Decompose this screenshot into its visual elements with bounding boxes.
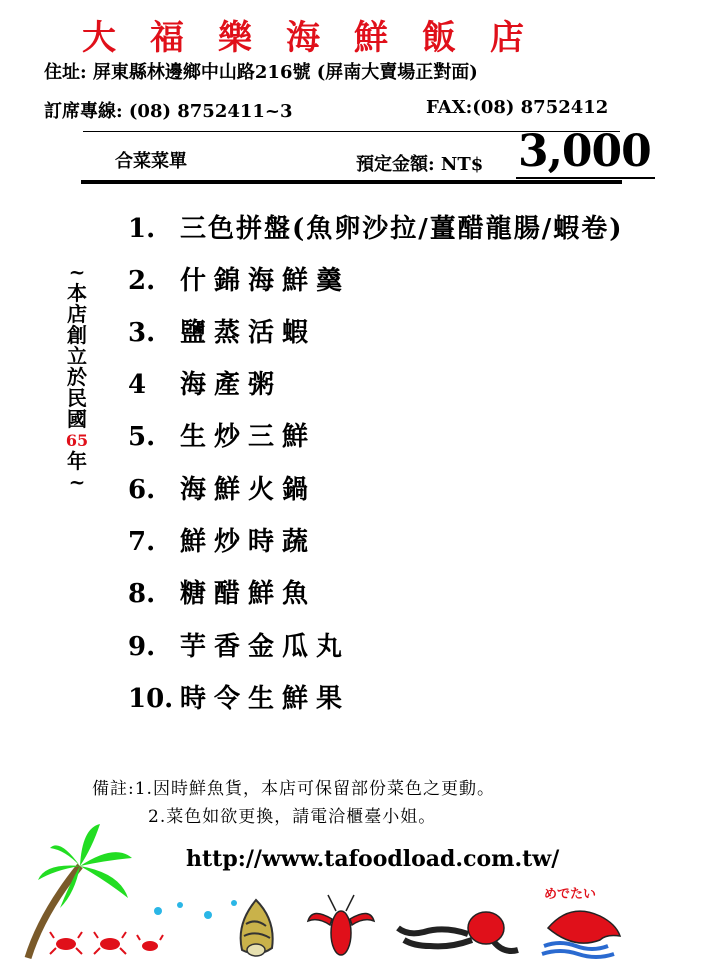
remarks <box>92 775 495 831</box>
established-note: ~ 本 店 創 立 於 民 國 65 年 ~ <box>65 260 89 494</box>
address: 住址: 屏東縣林邊鄉中山路216號 (屏南大賣場正對面) <box>44 62 478 83</box>
fax-number: FAX:(08) 8752412 <box>426 97 609 118</box>
menu-item: 9. 芋香金瓜丸 <box>128 632 351 662</box>
shell-icon <box>228 896 284 960</box>
restaurant-name: 大福樂海鮮飯店 <box>82 18 558 58</box>
menu-item: 7. 鮮炒時蔬 <box>128 527 317 557</box>
menu-name: 合菜菜單 <box>115 151 187 172</box>
menu-item: 6. 海鮮火鍋 <box>128 475 317 505</box>
reservation-phone: 訂席專線: (08) 8752411~3 <box>44 101 293 122</box>
website-url[interactable]: http://www.tafoodload.com.tw/ <box>186 846 560 872</box>
octopus-icon <box>394 906 526 960</box>
menu-item: 1. 三色拼盤(魚卵沙拉/薑醋龍腸/蝦卷) <box>128 214 624 244</box>
menu-item: 10. 時令生鮮果 <box>128 684 351 714</box>
menu-item: 3. 鹽蒸活蝦 <box>128 318 317 348</box>
menu-item: 5. 生炒三鮮 <box>128 422 317 452</box>
menu-item: 2. 什錦海鮮羹 <box>128 266 351 296</box>
sea-bream-icon <box>540 880 624 960</box>
remark-line-2: 2.菜色如欲更換，請電洽櫃臺小姐。 <box>148 807 437 827</box>
lobster-icon <box>300 893 382 960</box>
remark-line-1: 備註:1.因時鮮魚貨，本店可保留部份菜色之更動。 <box>92 779 495 799</box>
header-thick-rule <box>81 180 622 184</box>
budget-label: 預定金額: NT$ <box>356 154 484 175</box>
budget-amount: 3,000 <box>516 127 655 179</box>
menu-item: 8. 糖醋鮮魚 <box>128 579 317 609</box>
crabs-icon <box>44 928 164 956</box>
fish-caption: めでたい <box>544 887 597 902</box>
menu-item: 4 海產粥 <box>128 370 283 400</box>
